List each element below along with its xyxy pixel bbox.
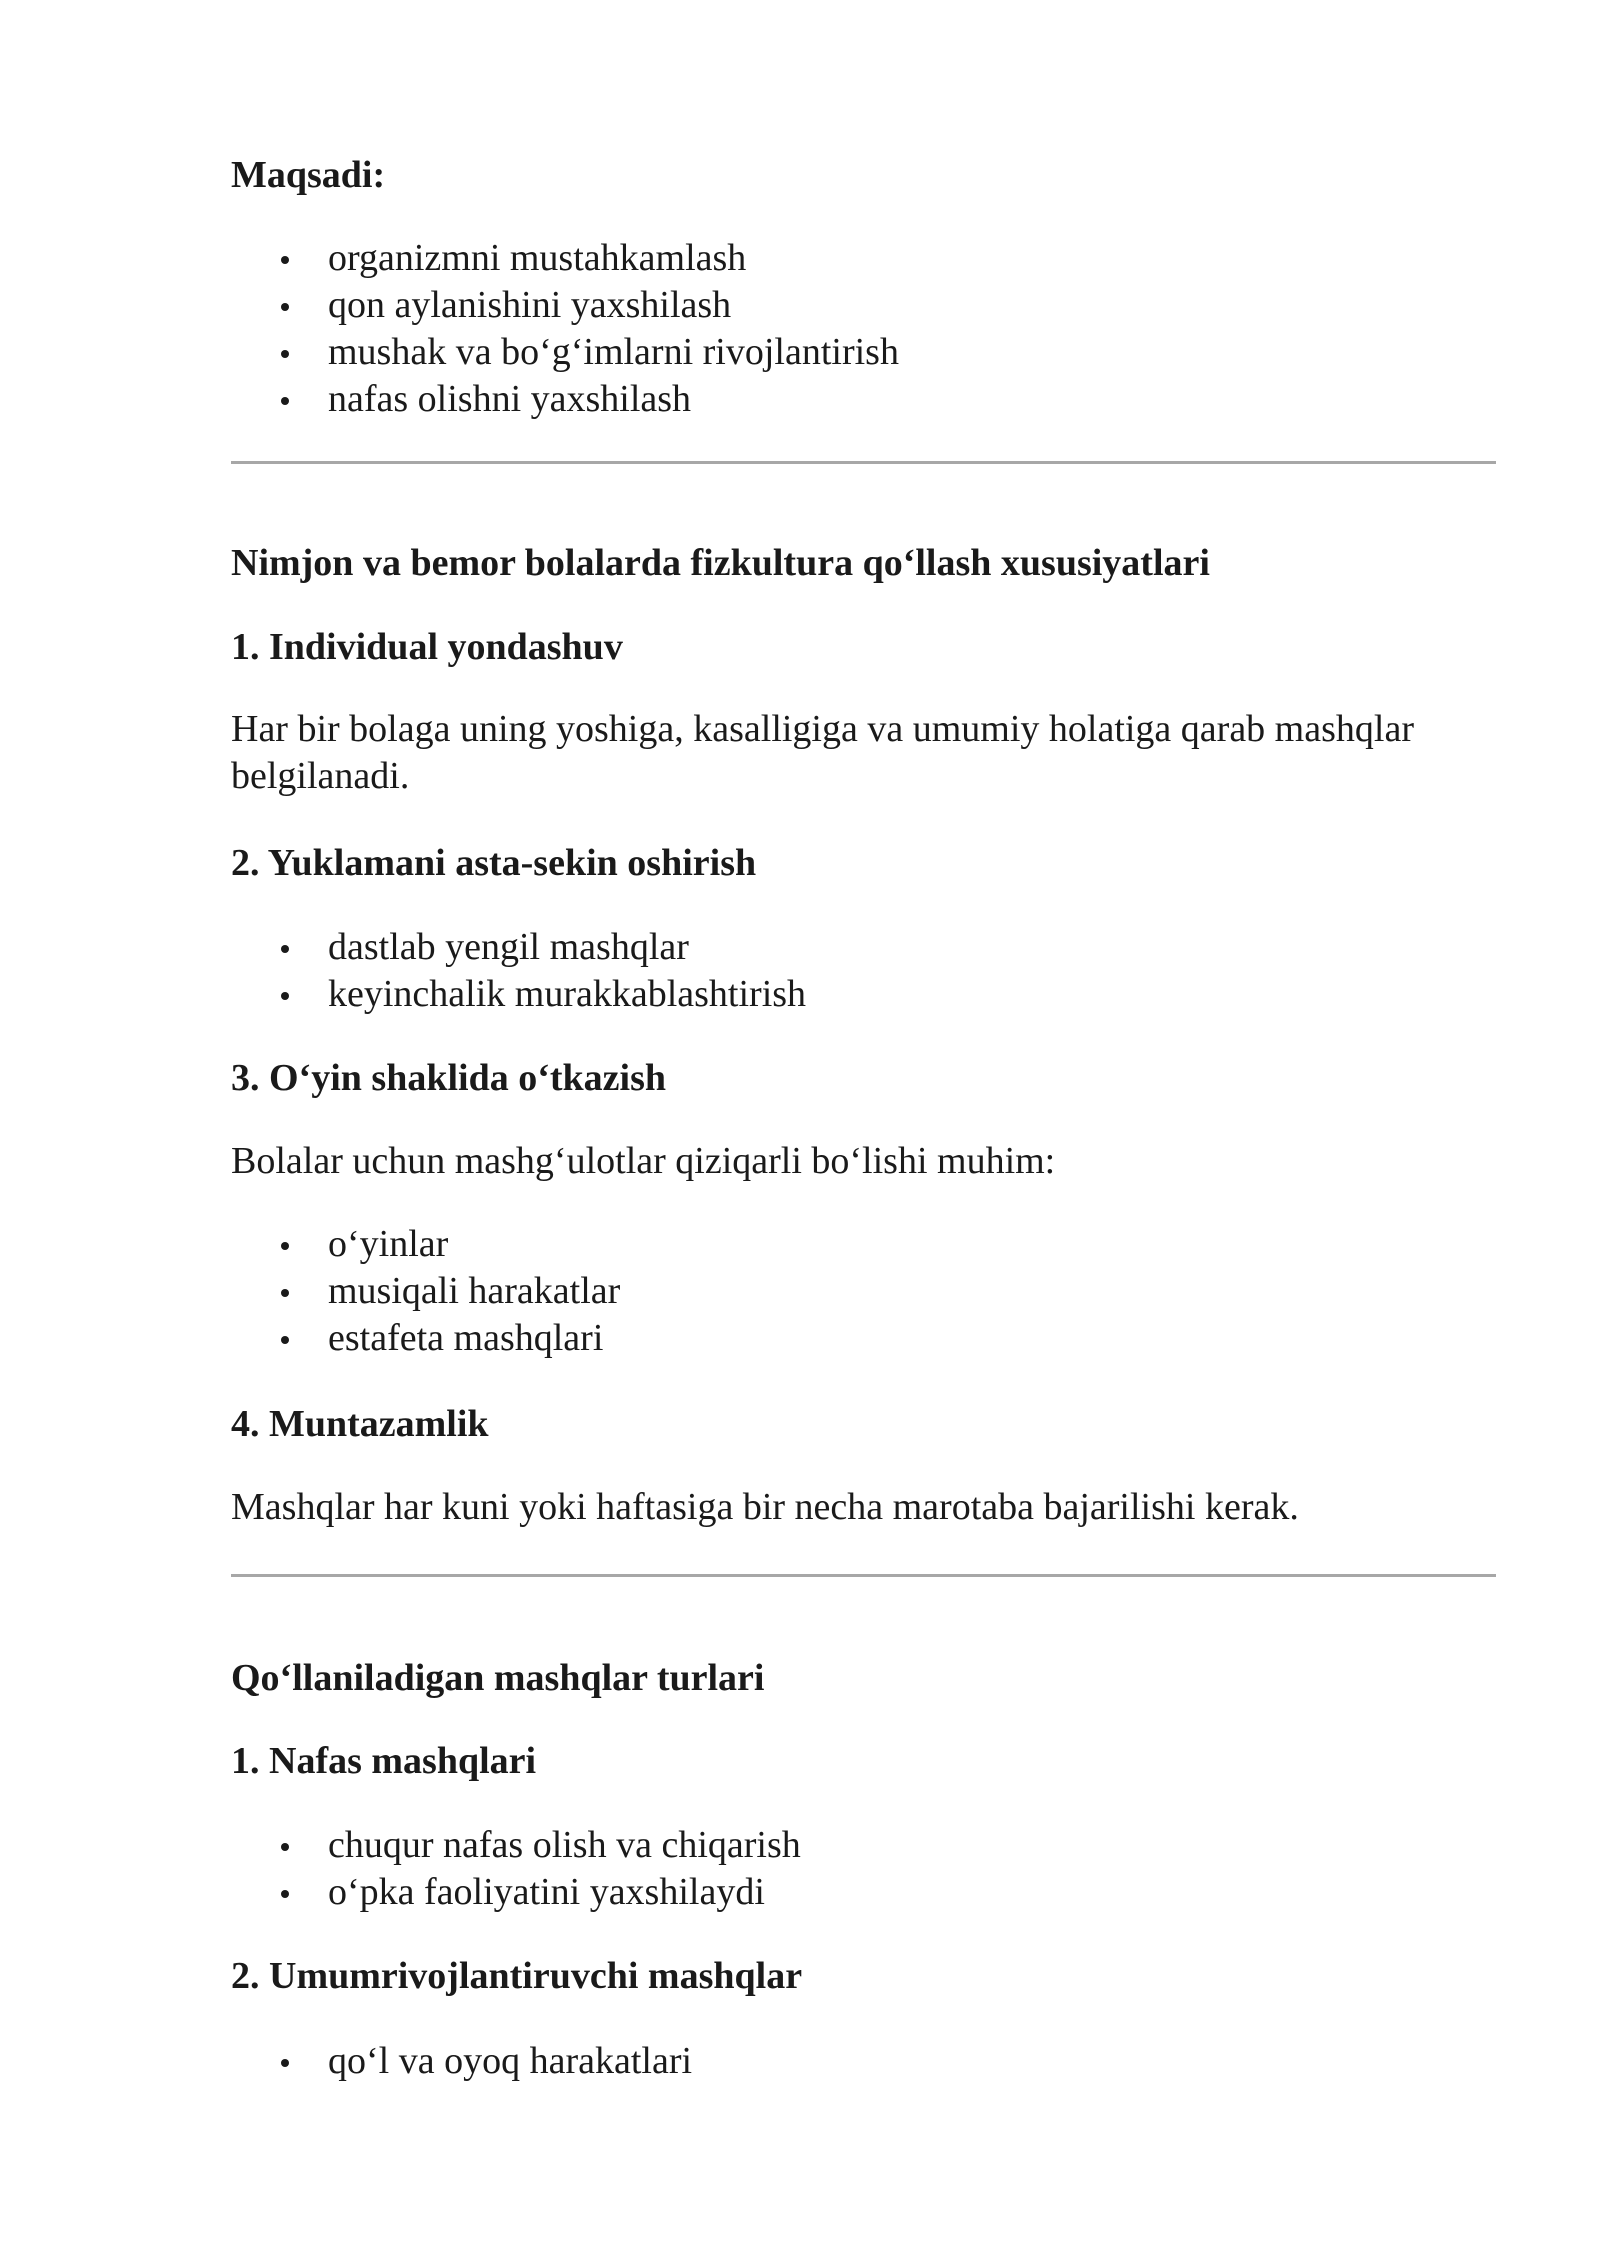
- list-item: musiqali harakatlar: [231, 1268, 1496, 1315]
- list-item: keyinchalik murakkablashtirish: [231, 971, 1496, 1018]
- load-list: [231, 924, 1496, 1018]
- list-item: nafas olishni yaxshilash: [231, 376, 1496, 423]
- subheading-game: 3. O‘yin shaklida o‘tkazish: [231, 1057, 666, 1099]
- list-item: mushak va bo‘g‘imlarni rivojlantirish: [231, 329, 1496, 376]
- paragraph-regularity: Mashqlar har kuni yoki haftasiga bir necha marotaba bajarilishi kerak.: [231, 1486, 1299, 1528]
- horizontal-divider: [231, 461, 1496, 464]
- subheading-general: 2. Umumrivojlantiruvchi mashqlar: [231, 1955, 803, 1997]
- subheading-individual: 1. Individual yondashuv: [231, 626, 623, 668]
- subheading-load: 2. Yuklamani asta-sekin oshirish: [231, 842, 757, 884]
- list-item: qon aylanishini yaxshilash: [231, 282, 1496, 329]
- section-heading-maqsadi: Maqsadi:: [231, 154, 386, 196]
- list-item: estafeta mashqlari: [231, 1315, 1496, 1362]
- paragraph-game: Bolalar uchun mashg‘ulotlar qiziqarli bo‘lishi muhim:: [231, 1140, 1056, 1182]
- game-list: [231, 1221, 1496, 1362]
- section-heading-exercise-types: Qo‘llaniladigan mashqlar turlari: [231, 1657, 765, 1699]
- paragraph-individual: Har bir bolaga uning yoshiga, kasalligiga va umumiy holatiga qarab mashqlar belgilanadi.: [231, 708, 1414, 797]
- general-list: [231, 2038, 1496, 2085]
- list-item: chuqur nafas olish va chiqarish: [231, 1822, 1496, 1869]
- goals-list: [231, 235, 1496, 423]
- list-item: organizmni mustahkamlash: [231, 235, 1496, 282]
- horizontal-divider: [231, 1574, 1496, 1577]
- list-item: o‘pka faoliyatini yaxshilaydi: [231, 1869, 1496, 1916]
- list-item: dastlab yengil mashqlar: [231, 924, 1496, 971]
- subheading-regularity: 4. Muntazamlik: [231, 1403, 489, 1445]
- list-item: qo‘l va oyoq harakatlari: [231, 2038, 1496, 2085]
- list-item: o‘yinlar: [231, 1221, 1496, 1268]
- breathing-list: [231, 1822, 1496, 1916]
- section-heading-features: Nimjon va bemor bolalarda fizkultura qo‘llash xususiyatlari: [231, 542, 1210, 584]
- subheading-breathing: 1. Nafas mashqlari: [231, 1740, 537, 1782]
